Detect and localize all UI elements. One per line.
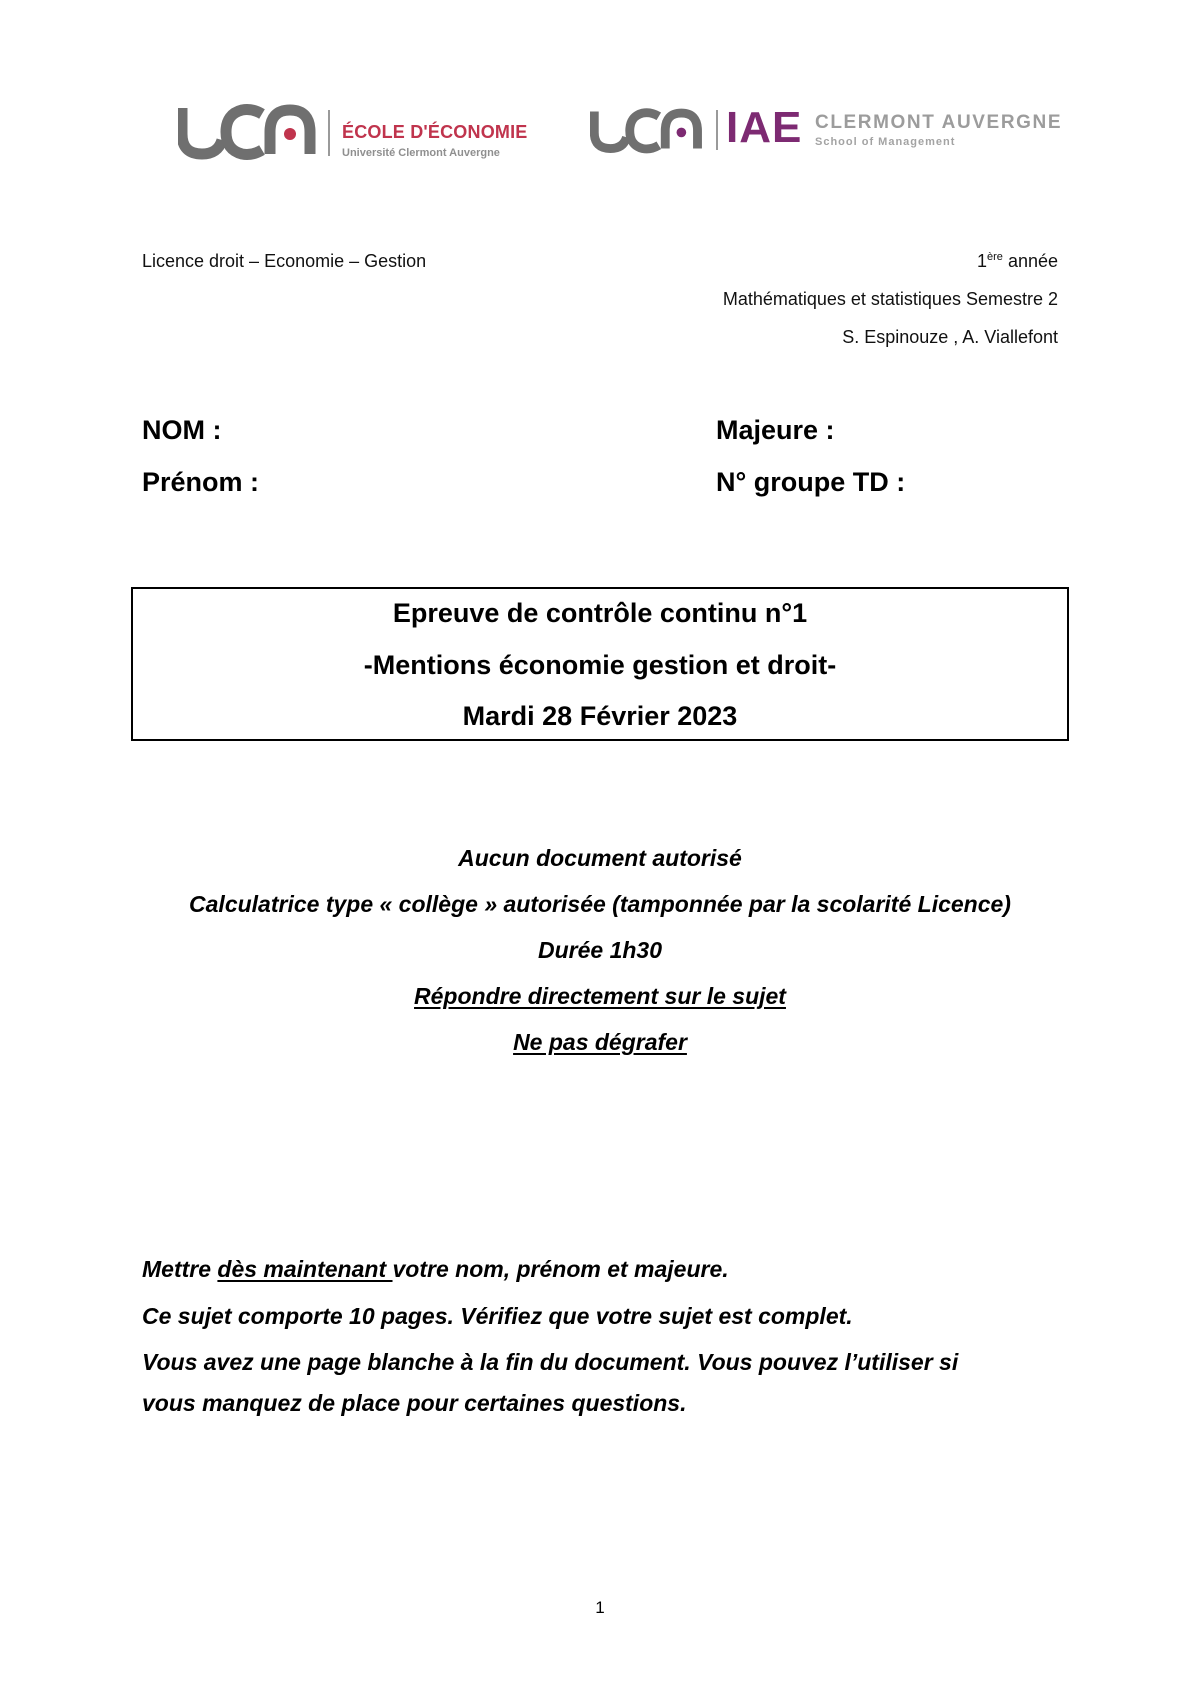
- instruction-suffix: votre nom, prénom et majeure.: [392, 1256, 729, 1282]
- exam-mentions: -Mentions économie gestion et droit-: [363, 650, 837, 680]
- uca-logo-icon: [178, 100, 318, 162]
- program-label: Licence droit – Economie – Gestion: [142, 251, 427, 271]
- teachers-label: S. Espinouze , A. Viallefont: [842, 327, 1058, 347]
- course-label: Mathématiques et statistiques Semestre 2: [722, 289, 1058, 309]
- instruction-prefix: Mettre: [142, 1256, 218, 1282]
- rule-staple: Ne pas dégrafer: [513, 1029, 687, 1055]
- exam-title: Epreuve de contrôle continu n°1: [392, 598, 808, 628]
- instruction-line: [142, 1255, 729, 1283]
- iae-logo-text: IAE: [726, 103, 803, 152]
- instruction-line: vous manquez de place pour certaines questions.: [142, 1390, 687, 1416]
- year-word: année: [1002, 251, 1058, 271]
- groupe-td-field-label: N° groupe TD :: [716, 467, 906, 497]
- rule-answer: Répondre directement sur le sujet: [414, 983, 786, 1009]
- exam-title-box: [131, 587, 1069, 741]
- year-suffix: ère: [987, 251, 1003, 263]
- rule-duration: Durée 1h30: [537, 937, 662, 963]
- nom-field-label: NOM :: [142, 415, 222, 445]
- uca-logo-icon: [590, 105, 705, 155]
- clermont-auvergne-logo-text: CLERMONT AUVERGNE: [815, 112, 1063, 133]
- year-number: 1: [977, 251, 988, 271]
- instruction-line: Vous avez une page blanche à la fin du document. Vous pouvez l’utiliser si: [142, 1349, 959, 1375]
- universite-logo-subtitle: Université Clermont Auvergne: [342, 147, 500, 159]
- page-number: 1: [595, 1598, 605, 1617]
- exam-date: Mardi 28 Février 2023: [462, 701, 738, 731]
- majeure-field-label: Majeure :: [716, 415, 835, 445]
- prenom-field-label: Prénom :: [142, 467, 260, 497]
- instruction-line: Ce sujet comporte 10 pages. Vérifiez que votre sujet est complet.: [142, 1303, 853, 1329]
- ecole-economie-logo-text: ÉCOLE D'ÉCONOMIE: [342, 122, 528, 142]
- school-of-management-logo-text: School of Management: [815, 136, 956, 148]
- rule-calculator: Calculatrice type « collège » autorisée (tamponnée par la scolarité Licence): [189, 891, 1011, 917]
- instruction-emphasis: dès maintenant: [217, 1256, 393, 1282]
- rule-documents: Aucun document autorisé: [458, 845, 742, 871]
- logo-divider: [328, 110, 330, 156]
- logo-divider: [716, 110, 718, 150]
- year-label: [977, 250, 1058, 272]
